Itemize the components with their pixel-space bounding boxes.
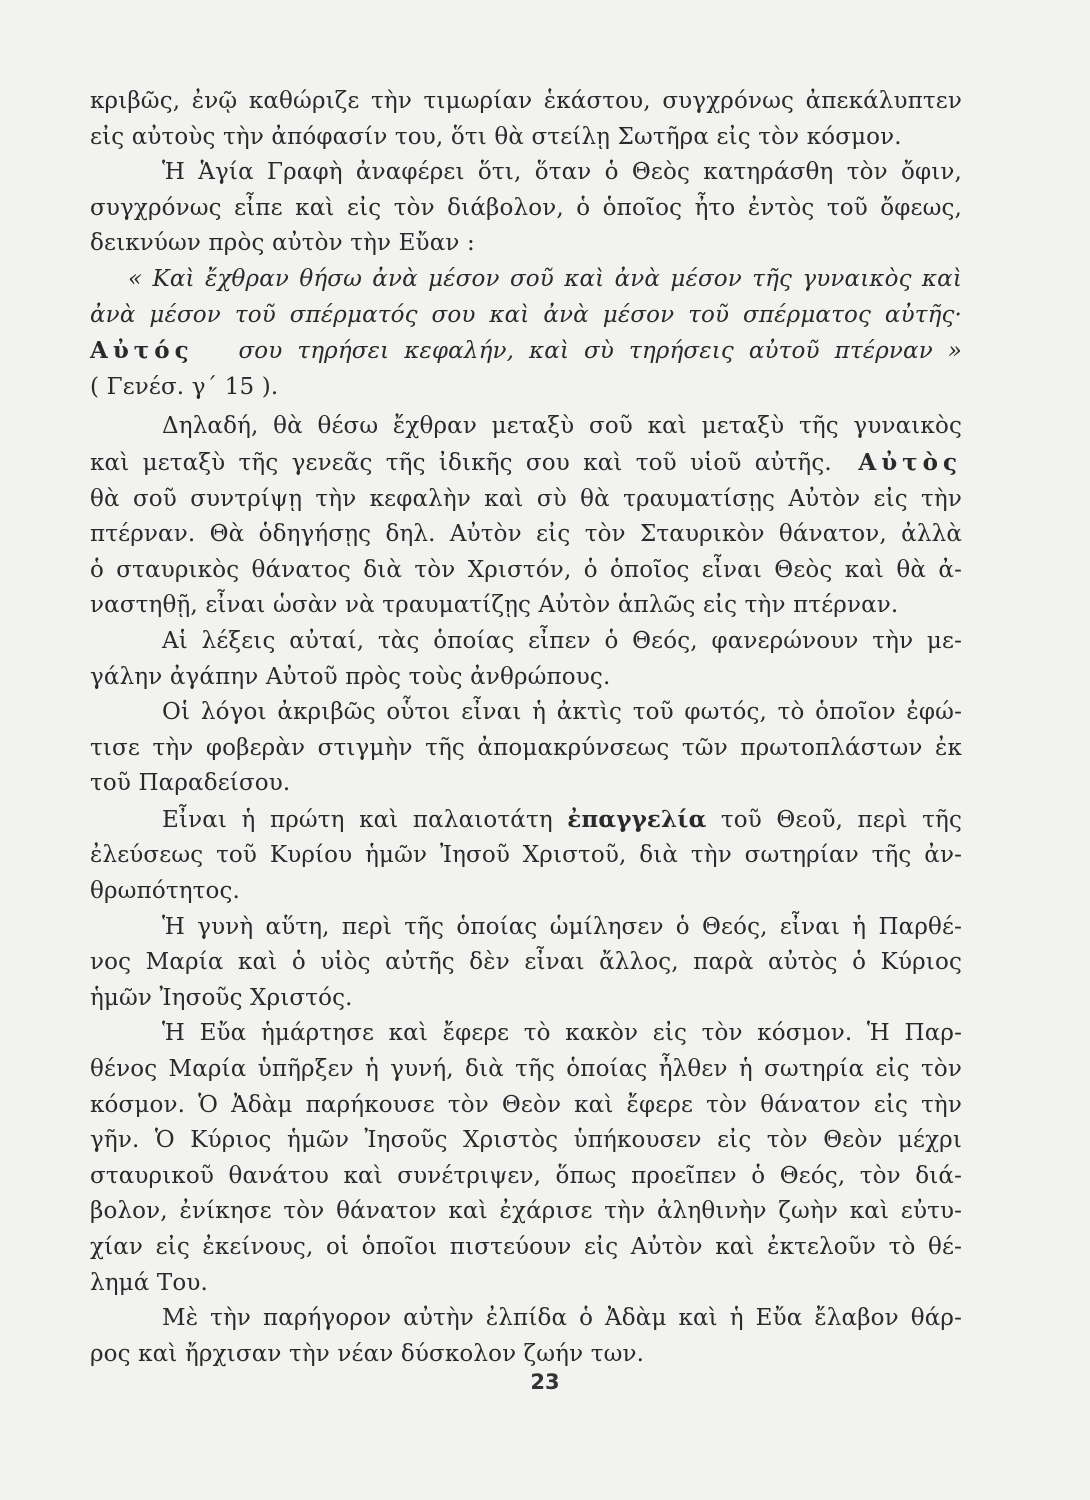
quote-text: σου τηρήσει κεφαλήν, καὶ σὺ τηρήσεις αὐτοῦ πτέρναν » (238, 338, 963, 365)
text-line: θὰ σοῦ συντρίψῃ τὴν κεφαλὴν καὶ σὺ θὰ τραυματίσῃς Αὐτὸν εἰς τὴν (90, 485, 962, 512)
text-line: κόσμον. Ὁ Ἀδὰμ παρήκουσε τὸν Θεὸν καὶ ἔφερε τὸν θάνατον εἰς τὴν (90, 1091, 962, 1118)
text-line: ἐλεύσεως τοῦ Κυρίου ἡμῶν Ἰησοῦ Χριστοῦ, διὰ τὴν σωτηρίαν τῆς ἀν- (90, 842, 962, 869)
spaced-word: Αὐτός (90, 337, 194, 365)
text-fragment: τοῦ Θεοῦ, περὶ τῆς (720, 806, 962, 833)
text-line: βολον, ἐνίκησε τὸν θάνατον καὶ ἐχάρισε τὴν ἀληθινὴν ζωὴν καὶ εὐτυ- (90, 1198, 962, 1225)
text-line: πτέρναν. Θὰ ὁδηγήσῃς δηλ. Αὐτὸν εἰς τὸν Σταυρικὸν θάνατον, ἀλλὰ (90, 521, 962, 548)
text-line: εἰς αὐτοὺς τὴν ἀπόφασίν του, ὅτι θὰ στείλῃ Σωτῆρα εἰς τὸν κόσμον. (90, 123, 902, 150)
text-line: τοῦ Παραδείσου. (90, 770, 291, 797)
text-line: ὁ σταυρικὸς θάνατος διὰ τὸν Χριστόν, ὁ ὁποῖος εἶναι Θεὸς καὶ θὰ ἀ- (90, 556, 962, 583)
text-line: Ἡ Εὔα ἡμάρτησε καὶ ἔφερε τὸ κακὸν εἰς τὸν κόσμον. Ἡ Παρ- (162, 1020, 962, 1047)
text-line: χίαν εἰς ἐκείνους, οἱ ὁποῖοι πιστεύουν εἰς Αὐτὸν καὶ ἐκτελοῦν τὸ θέ- (90, 1234, 962, 1260)
text-line: ναστηθῇ, εἶναι ὡσὰν νὰ τραυματίζῃς Αὐτὸν ἁπλῶς εἰς τὴν πτέρναν. (90, 592, 899, 619)
text-line: νος Μαρία καὶ ὁ υἱὸς αὐτῆς δὲν εἶναι ἄλλος, παρὰ αὐτὸς ὁ Κύριος (90, 949, 962, 976)
text-line: ρος καὶ ἤρχισαν τὴν νέαν δύσκολον ζωήν των. (90, 1340, 645, 1367)
text-fragment: καὶ μεταξὺ τῆς γενεᾶς τῆς ἰδικῆς σου καὶ τοῦ υἱοῦ αὐτῆς. (90, 449, 832, 476)
text-fragment: Εἶναι ἡ πρώτη καὶ παλαιοτάτη (162, 806, 553, 833)
spaced-word: Αὐτὸς (858, 448, 962, 476)
emphasis-word: ἐπαγγελία (567, 805, 707, 833)
citation: ( Γενέσ. γ΄ 15 ). (90, 373, 279, 400)
text-line: Ἡ γυνὴ αὕτη, περὶ τῆς ὁποίας ὡμίλησεν ὁ Θεός, εἶναι ἡ Παρθέ- (162, 913, 962, 940)
quote-line: « Καὶ ἔχθραν θήσω ἀνὰ μέσον σοῦ καὶ ἀνὰ μέσον τῆς γυναικὸς καὶ (128, 265, 962, 292)
text-line (90, 802, 962, 839)
text-line: Μὲ τὴν παρήγορον αὐτὴν ἐλπίδα ὁ Ἀδὰμ καὶ ἡ Εὔα ἔλαβον θάρ- (162, 1305, 962, 1332)
text-line: Οἱ λόγοι ἀκριβῶς οὗτοι εἶναι ἡ ἀκτὶς τοῦ φωτός, τὸ ὁποῖον ἐφώ- (162, 699, 962, 726)
text-line: Αἱ λέξεις αὐταί, τὰς ὁποίας εἶπεν ὁ Θεός, φανερώνουν τὴν με- (162, 627, 962, 654)
text-line: γῆν. Ὁ Κύριος ἡμῶν Ἰησοῦς Χριστὸς ὑπήκουσεν εἰς τὸν Θεὸν μέχρι (90, 1127, 962, 1154)
text-line: σταυρικοῦ θανάτου καὶ συνέτριψεν, ὅπως προεῖπεν ὁ Θεός, τὸν διά- (90, 1162, 962, 1189)
text-line: τισε τὴν φοβερὰν στιγμὴν τῆς ἀπομακρύνσεως τῶν πρωτοπλάστων ἐκ (90, 734, 962, 761)
text-line: Δηλαδή, θὰ θέσω ἔχθραν μεταξὺ σοῦ καὶ μεταξὺ τῆς γυναικὸς (162, 413, 962, 440)
text-line: συγχρόνως εἶπε καὶ εἰς τὸν διάβολον, ὁ ὁποῖος ἦτο ἐντὸς τοῦ ὄφεως, (90, 194, 962, 221)
text-line: ἡμῶν Ἰησοῦς Χριστός. (90, 984, 353, 1011)
text-line: κριβῶς, ἐνῷ καθώριζε τὴν τιμωρίαν ἑκάστου, συγχρόνως ἀπεκάλυπτεν (90, 88, 962, 114)
text-line: θένος Μαρία ὑπῆρξεν ἡ γυνή, διὰ τῆς ὁποίας ἦλθεν ἡ σωτηρία εἰς τὸν (90, 1056, 962, 1083)
text-line: γάλην ἀγάπην Αὐτοῦ πρὸς τοὺς ἀνθρώπους. (90, 663, 611, 690)
quote-line (90, 333, 962, 370)
text-line: θρωπότητος. (90, 878, 241, 905)
page-number: 23 (530, 1370, 560, 1394)
text-line (90, 445, 962, 482)
text-line: δεικνύων πρὸς αὐτὸν τὴν Εὔαν : (90, 230, 475, 257)
text-line: Ἡ Ἁγία Γραφὴ ἀναφέρει ὅτι, ὅταν ὁ Θεὸς κατηράσθη τὸν ὄφιν, (162, 159, 962, 186)
quote-line: ἀνὰ μέσον τοῦ σπέρματός σου καὶ ἀνὰ μέσον τοῦ σπέρματος αὐτῆς· (90, 301, 962, 328)
text-line: λημά Του. (90, 1269, 208, 1296)
